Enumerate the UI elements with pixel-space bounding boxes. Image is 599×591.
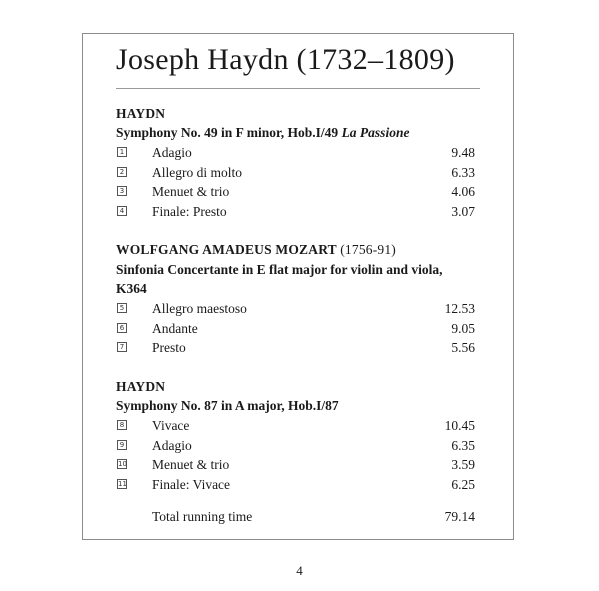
track-time: 3.07 (451, 204, 475, 219)
track-name: Allegro di molto (152, 165, 242, 180)
track-row (116, 143, 481, 163)
track-row (116, 416, 481, 436)
track-time: 3.59 (451, 457, 475, 472)
track-time: 5.56 (451, 340, 475, 355)
track-time: 10.45 (444, 418, 475, 433)
composer-heading (116, 240, 481, 260)
track-name: Finale: Presto (152, 204, 227, 219)
track-time: 9.48 (451, 145, 475, 160)
track-row (116, 299, 481, 319)
track-time: 4.06 (451, 184, 475, 199)
track-name: Finale: Vivace (152, 477, 231, 492)
track-name: Presto (152, 340, 186, 355)
track-number: 6 (117, 323, 127, 333)
track-name: Menuet & trio (152, 184, 230, 199)
composer-name: HAYDN (116, 379, 166, 394)
track-number: 11 (118, 480, 127, 488)
track-number: 5 (117, 303, 127, 313)
track-time: 9.05 (451, 321, 475, 336)
composer-heading (116, 104, 481, 124)
track-name: Menuet & trio (152, 457, 230, 472)
track-name: Andante (152, 321, 198, 336)
track-time: 12.53 (444, 301, 475, 316)
track-name: Vivace (152, 418, 190, 433)
composer-heading (116, 377, 481, 397)
composer-dates: (1756-91) (340, 242, 397, 257)
track-number: 2 (117, 167, 127, 177)
track-row (116, 163, 481, 183)
track-number: 7 (117, 342, 127, 352)
track-name: Adagio (152, 438, 192, 453)
total-running-time (116, 507, 481, 527)
track-number: 3 (117, 186, 127, 196)
track-number: 9 (117, 440, 127, 450)
page-title: Joseph Haydn (1732–1809) (116, 43, 455, 76)
work-title: Sinfonia Concertante in E flat major for violin and viola, (116, 262, 443, 277)
track-name: Adagio (152, 145, 192, 160)
track-row (116, 182, 481, 202)
work-title: Symphony No. 49 in F minor, Hob.I/49 La Passione (116, 125, 410, 140)
track-number: 8 (117, 420, 127, 430)
track-number: 1 (117, 147, 127, 157)
composer-name: HAYDN (116, 106, 166, 121)
track-row (116, 475, 481, 495)
track-time: 6.33 (451, 165, 475, 180)
track-name: Allegro maestoso (152, 301, 247, 316)
title-rule (116, 88, 480, 89)
track-row (116, 319, 481, 339)
composer-name: WOLFGANG AMADEUS MOZART (116, 242, 337, 257)
total-label: Total running time (152, 509, 253, 524)
track-number: 4 (117, 206, 127, 216)
page-number: 4 (296, 563, 303, 578)
track-row (116, 455, 481, 475)
track-row (116, 338, 481, 358)
total-time: 79.14 (444, 509, 475, 524)
work-title: Symphony No. 87 in A major, Hob.I/87 (116, 398, 339, 413)
work-subtitle: La Passione (341, 125, 410, 140)
track-time: 6.35 (451, 438, 475, 453)
track-time: 6.25 (451, 477, 475, 492)
track-number: 10 (118, 460, 127, 468)
work-title-continuation: K364 (116, 281, 147, 296)
track-row (116, 202, 481, 222)
track-row (116, 436, 481, 456)
